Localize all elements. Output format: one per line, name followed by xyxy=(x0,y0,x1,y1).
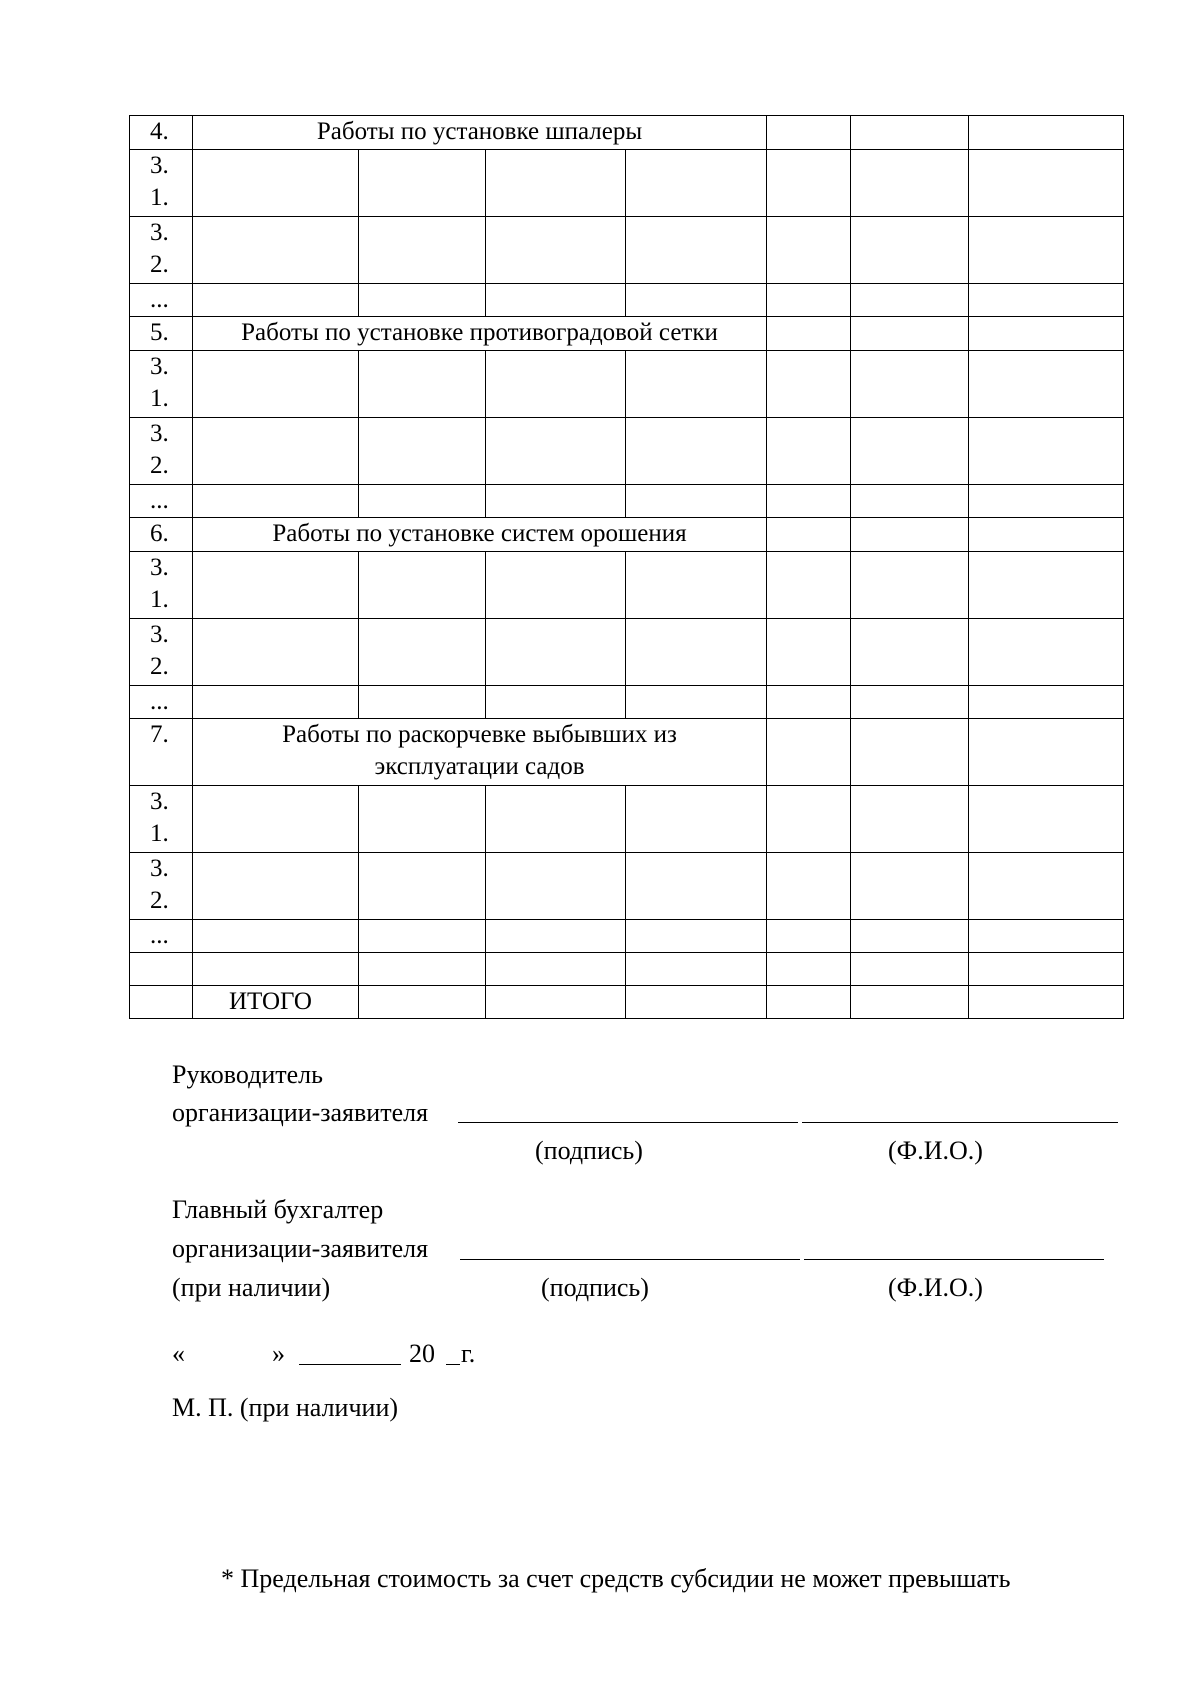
table-cell xyxy=(767,986,851,1019)
table-cell xyxy=(359,853,486,920)
table-cell xyxy=(626,552,767,619)
row-number: 3. 1. xyxy=(130,150,193,217)
section-title: Работы по установке противоградовой сетки xyxy=(193,317,767,351)
table-row xyxy=(130,920,1124,953)
table-cell xyxy=(851,284,969,317)
head-title-line2: организации-заявителя xyxy=(172,1098,429,1127)
table-cell xyxy=(767,686,851,719)
table-cell xyxy=(851,518,969,552)
table-cell xyxy=(969,953,1124,986)
table-cell xyxy=(193,150,359,217)
table-cell xyxy=(359,552,486,619)
table-cell xyxy=(767,719,851,786)
head-signature-caption: (подпись) xyxy=(535,1136,643,1165)
table-cell xyxy=(969,986,1124,1019)
table-row xyxy=(130,619,1124,686)
table-cell xyxy=(969,116,1124,150)
section-title: Работы по установке шпалеры xyxy=(193,116,767,150)
table-cell xyxy=(626,150,767,217)
table-cell xyxy=(767,150,851,217)
date-year-line xyxy=(446,1364,460,1365)
row-number: ... xyxy=(130,284,193,317)
table-cell xyxy=(359,418,486,485)
table-cell xyxy=(851,920,969,953)
table-cell xyxy=(486,552,626,619)
table-cell xyxy=(359,485,486,518)
table-cell xyxy=(193,953,359,986)
row-number: ... xyxy=(130,686,193,719)
table-cell xyxy=(969,351,1124,418)
table-cell xyxy=(626,217,767,284)
table-cell xyxy=(486,853,626,920)
table-cell xyxy=(486,351,626,418)
table-cell xyxy=(969,317,1124,351)
stamp-note: М. П. (при наличии) xyxy=(172,1393,399,1422)
table-cell xyxy=(626,686,767,719)
table-cell xyxy=(359,619,486,686)
table-row xyxy=(130,418,1124,485)
section-header-row xyxy=(130,518,1124,552)
table-cell xyxy=(767,786,851,853)
section-number: 6. xyxy=(130,518,193,552)
date-year-suffix: г. xyxy=(461,1339,476,1368)
row-number: 3. 2. xyxy=(130,217,193,284)
table-cell xyxy=(851,853,969,920)
table-cell xyxy=(486,686,626,719)
table-row xyxy=(130,552,1124,619)
table-cell xyxy=(486,485,626,518)
table-cell xyxy=(767,518,851,552)
section-title: Работы по установке систем орошения xyxy=(193,518,767,552)
row-number: 3. 1. xyxy=(130,552,193,619)
table-cell xyxy=(626,986,767,1019)
table-cell xyxy=(851,986,969,1019)
table-cell xyxy=(969,518,1124,552)
table-row xyxy=(130,786,1124,853)
table-row xyxy=(130,351,1124,418)
table-cell xyxy=(193,552,359,619)
table-cell xyxy=(486,619,626,686)
table-cell xyxy=(359,150,486,217)
table-cell xyxy=(626,853,767,920)
table-cell xyxy=(969,619,1124,686)
table-cell xyxy=(193,351,359,418)
section-header-row xyxy=(130,116,1124,150)
table-cell xyxy=(626,485,767,518)
head-name-line xyxy=(802,1122,1118,1123)
table-cell xyxy=(626,786,767,853)
table-row xyxy=(130,284,1124,317)
accountant-title-line3: (при наличии) xyxy=(172,1273,331,1302)
table-cell xyxy=(359,686,486,719)
table-cell xyxy=(969,552,1124,619)
table-cell xyxy=(969,719,1124,786)
table-cell xyxy=(626,351,767,418)
table-cell xyxy=(767,217,851,284)
accountant-name-line xyxy=(804,1259,1104,1260)
table-cell xyxy=(193,284,359,317)
footnote-text: * Предельная стоимость за счет средств субсидии не может превышать xyxy=(221,1564,1011,1593)
accountant-name-caption: (Ф.И.О.) xyxy=(888,1273,983,1302)
row-number: ... xyxy=(130,920,193,953)
table-cell xyxy=(851,719,969,786)
table-cell xyxy=(626,920,767,953)
row-number: 3. 2. xyxy=(130,619,193,686)
table-cell xyxy=(851,786,969,853)
table-cell xyxy=(851,418,969,485)
table-cell xyxy=(359,284,486,317)
table-cell xyxy=(626,418,767,485)
date-month-line xyxy=(299,1364,401,1365)
table-cell xyxy=(969,920,1124,953)
table-cell xyxy=(851,619,969,686)
table-cell xyxy=(851,552,969,619)
table-cell xyxy=(969,284,1124,317)
table-cell xyxy=(486,284,626,317)
accountant-title-line2: организации-заявителя xyxy=(172,1234,429,1263)
date-close-quote: » xyxy=(272,1339,285,1368)
table-cell xyxy=(767,619,851,686)
date-year-prefix: 20 xyxy=(409,1339,435,1368)
table-cell xyxy=(851,317,969,351)
table-cell xyxy=(359,217,486,284)
total-row xyxy=(130,986,1124,1019)
section-title: Работы по раскорчевке выбывших из эксплуатации садов xyxy=(193,719,767,786)
table-cell xyxy=(486,920,626,953)
table-cell xyxy=(626,284,767,317)
section-number: 4. xyxy=(130,116,193,150)
table-cell xyxy=(969,485,1124,518)
table-cell xyxy=(969,686,1124,719)
table-cell xyxy=(626,953,767,986)
table-cell xyxy=(969,418,1124,485)
table-cell xyxy=(767,284,851,317)
row-number: 3. 2. xyxy=(130,418,193,485)
table-cell xyxy=(767,485,851,518)
table-cell xyxy=(193,920,359,953)
table-row xyxy=(130,150,1124,217)
head-title-line1: Руководитель xyxy=(172,1060,323,1089)
row-number: 3. 1. xyxy=(130,351,193,418)
table-cell xyxy=(486,418,626,485)
table-row xyxy=(130,953,1124,986)
table-cell xyxy=(969,786,1124,853)
table-cell xyxy=(486,217,626,284)
head-name-caption: (Ф.И.О.) xyxy=(888,1136,983,1165)
table-cell xyxy=(969,853,1124,920)
table-row xyxy=(130,485,1124,518)
table-cell xyxy=(193,686,359,719)
table-cell xyxy=(486,953,626,986)
section-number: 7. xyxy=(130,719,193,786)
row-number: 3. 1. xyxy=(130,786,193,853)
table-cell xyxy=(969,150,1124,217)
table-cell xyxy=(851,686,969,719)
table-cell xyxy=(486,786,626,853)
table-cell xyxy=(193,853,359,920)
table-cell xyxy=(851,953,969,986)
table-cell xyxy=(851,351,969,418)
table-cell xyxy=(359,786,486,853)
table-cell xyxy=(130,953,193,986)
table-cell xyxy=(193,619,359,686)
table-row xyxy=(130,853,1124,920)
table-cell xyxy=(767,116,851,150)
head-signature-line xyxy=(458,1122,798,1123)
table-cell xyxy=(767,418,851,485)
row-number: 3. 2. xyxy=(130,853,193,920)
table-row xyxy=(130,217,1124,284)
table-cell xyxy=(767,953,851,986)
table-cell xyxy=(767,552,851,619)
table-cell xyxy=(486,986,626,1019)
table-cell xyxy=(626,619,767,686)
section-header-row xyxy=(130,317,1124,351)
row-number: ... xyxy=(130,485,193,518)
section-header-row xyxy=(130,719,1124,786)
total-label: ИТОГО xyxy=(193,986,359,1019)
table-cell xyxy=(486,150,626,217)
table-cell xyxy=(851,116,969,150)
table-cell xyxy=(130,986,193,1019)
table-cell xyxy=(851,485,969,518)
date-open-quote: « xyxy=(172,1339,185,1368)
cost-table xyxy=(129,115,1124,1019)
table-cell xyxy=(193,485,359,518)
table-cell xyxy=(193,418,359,485)
section-number: 5. xyxy=(130,317,193,351)
table-cell xyxy=(969,217,1124,284)
table-cell xyxy=(851,217,969,284)
table-cell xyxy=(359,351,486,418)
table-cell xyxy=(767,920,851,953)
table-cell xyxy=(193,786,359,853)
table-cell xyxy=(767,317,851,351)
accountant-signature-line xyxy=(460,1259,800,1260)
accountant-signature-caption: (подпись) xyxy=(541,1273,649,1302)
table-cell xyxy=(359,920,486,953)
table-cell xyxy=(359,953,486,986)
table-row xyxy=(130,686,1124,719)
table-cell xyxy=(193,217,359,284)
table-cell xyxy=(851,150,969,217)
accountant-title-line1: Главный бухгалтер xyxy=(172,1195,384,1224)
table-cell xyxy=(767,853,851,920)
table-cell xyxy=(359,986,486,1019)
table-cell xyxy=(767,351,851,418)
